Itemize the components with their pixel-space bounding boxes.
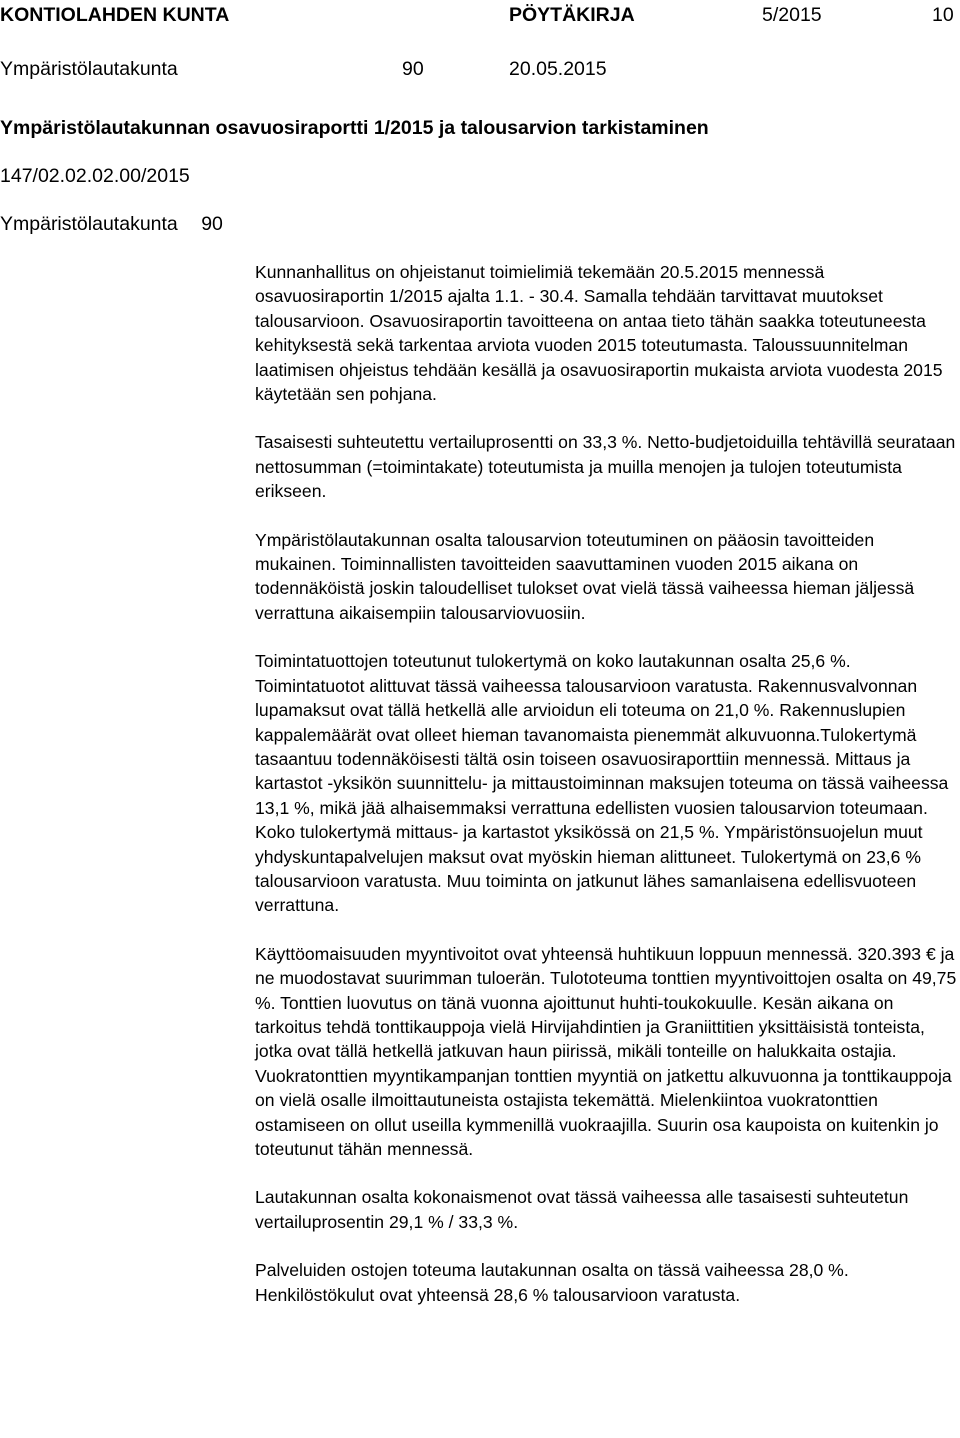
paragraph-operating-income: Toimintatuottojen toteutunut tulokertymä on koko lautakunnan osalta 25,6 %. Toimintatuotot alittuvat tässä vaiheessa talousarvioon varatusta. Rakennusvalvonnan lupamaksut ovat tällä hetkellä alle arvioidun eli toteuma on 21,0 %. Rakennuslupien kappalemäärät ovat olleet hieman tavanomaista pienemmät alkuvuonna.Tulokertymä tasaantuu todennäköisesti tältä osin toiseen osavuosiraporttiin mennessä. Mittaus ja kartastot -yksikön suunnittelu- ja mittaustoiminnan maksujen toteuma on tässä vaiheessa 13,1 %, mikä jää alhaisemmaksi verrattuna edellisten vuosien talousarvion toteumaan. Koko tulokertymä mittaus- ja kartastot yksikössä on 21,5 %. Ympäristönsuojelun muut yhdyskuntapalvelujen maksut ovat myöskin hieman alittuneet. Tulokertymä on 23,6 % talousarvioon varatusta. Muu toiminta on jatkunut lähes samanlaisena edellisvuoteen verrattuna.	[255, 651, 949, 916]
paragraph-reporting-instructions: Kunnanhallitus on ohjeistanut toimielimiä tekemään 20.5.2015 mennessä osavuosiraportin 1/2015 ajalta 1.1. - 30.4. Samalla tehdään tarvittavat muutokset talousarvioon. Osavuosiraportin tavoitteena on antaa tieto tähän saakka toteutuneesta kehityksestä sekä tarkentaa arviota vuoden 2015 toteutumasta. Taloussuunnitelman laatimisen ohjeistus tehdään kesällä ja osavuosiraportin mukaista arviota vuodesta 2015 käytetään sen pohjana.	[255, 262, 943, 405]
item-body	[255, 260, 957, 1331]
header-row-2	[0, 54, 960, 84]
section-number: 90	[402, 58, 424, 80]
meeting-date: 20.05.2015	[509, 58, 607, 80]
item-title: Ympäristölautakunnan osavuosiraportti 1/2015 ja talousarvion tarkistaminen	[0, 117, 709, 139]
paragraph-comparison-percentage: Tasaisesti suhteutettu vertailuprosentti on 33,3 %. Netto-budjetoiduilla tehtävillä seurataan nettosumman (=toimintakate) toteutumista ja muilla menojen ja tulojen toteutumista erikseen.	[255, 432, 956, 502]
board-name: Ympäristölautakunta	[0, 58, 178, 80]
item-board-section: 90	[201, 213, 223, 235]
diary-number: 147/02.02.02.00/2015	[0, 165, 190, 187]
document-type: PÖYTÄKIRJA	[509, 4, 635, 26]
item-board-name: Ympäristölautakunta	[0, 213, 178, 235]
paragraph-budget-realisation: Ympäristölautakunnan osalta talousarvion toteutuminen on pääosin tavoitteiden mukainen. Toiminnallisten tavoitteiden saavuttaminen vuoden 2015 aikana on todennäköistä joskin taloudelliset tulokset ovat vielä tässä vaiheessa hieman jäljessä verrattuna aikaisempiin talousarviovuosiin.	[255, 529, 915, 623]
header-row-1	[0, 0, 960, 30]
paragraph-asset-sales: Käyttöomaisuuden myyntivoitot ovat yhteensä huhtikuun loppuun mennessä. 320.393 € ja ne muodostavat suurimman tuloerän. Tulototeuma tonttien myyntivoittojen osalta on 49,75 %. Tonttien luovutus on tänä vuonna ajoittunut huhti-toukokuulle. Kesän aikana on tarkoitus tehdä tonttikauppoja vielä Hirvijahdintien ja Graniittitien yksittäisistä tonteista, jotka ovat tällä hetkellä jatkuvan haun piirissä, mikäli tonteille on halukkaita ostajia. Vuokratonttien myyntikampanjan tonttien myyntiä on jatkettu alkuvuonna ja tonttikauppoja on vielä osalle ilmoittautuneista ostajista tekemättä. Mielenkiintoa vuokratonttien ostamiseen on ollut useilla kymmenillä vuokraajilla. Suurin osa kaupoista on kuitenkin jo toteutunut tähän mennessä.	[255, 943, 957, 1159]
paragraph-purchases-personnel: Palveluiden ostojen toteuma lautakunnan osalta on tässä vaiheessa 28,0 %. Henkilöstökulut ovat yhteensä 28,6 % talousarvioon varatusta.	[255, 1260, 849, 1305]
document-number: 5/2015	[762, 4, 822, 26]
municipality-name: KONTIOLAHDEN KUNTA	[0, 4, 230, 26]
page-number: 10	[932, 4, 954, 26]
item-board	[0, 210, 223, 238]
paragraph-total-expenses: Lautakunnan osalta kokonaismenot ovat tässä vaiheessa alle tasaisesti suhteutetun vertailuprosentin 29,1 % / 33,3 %.	[255, 1187, 909, 1232]
